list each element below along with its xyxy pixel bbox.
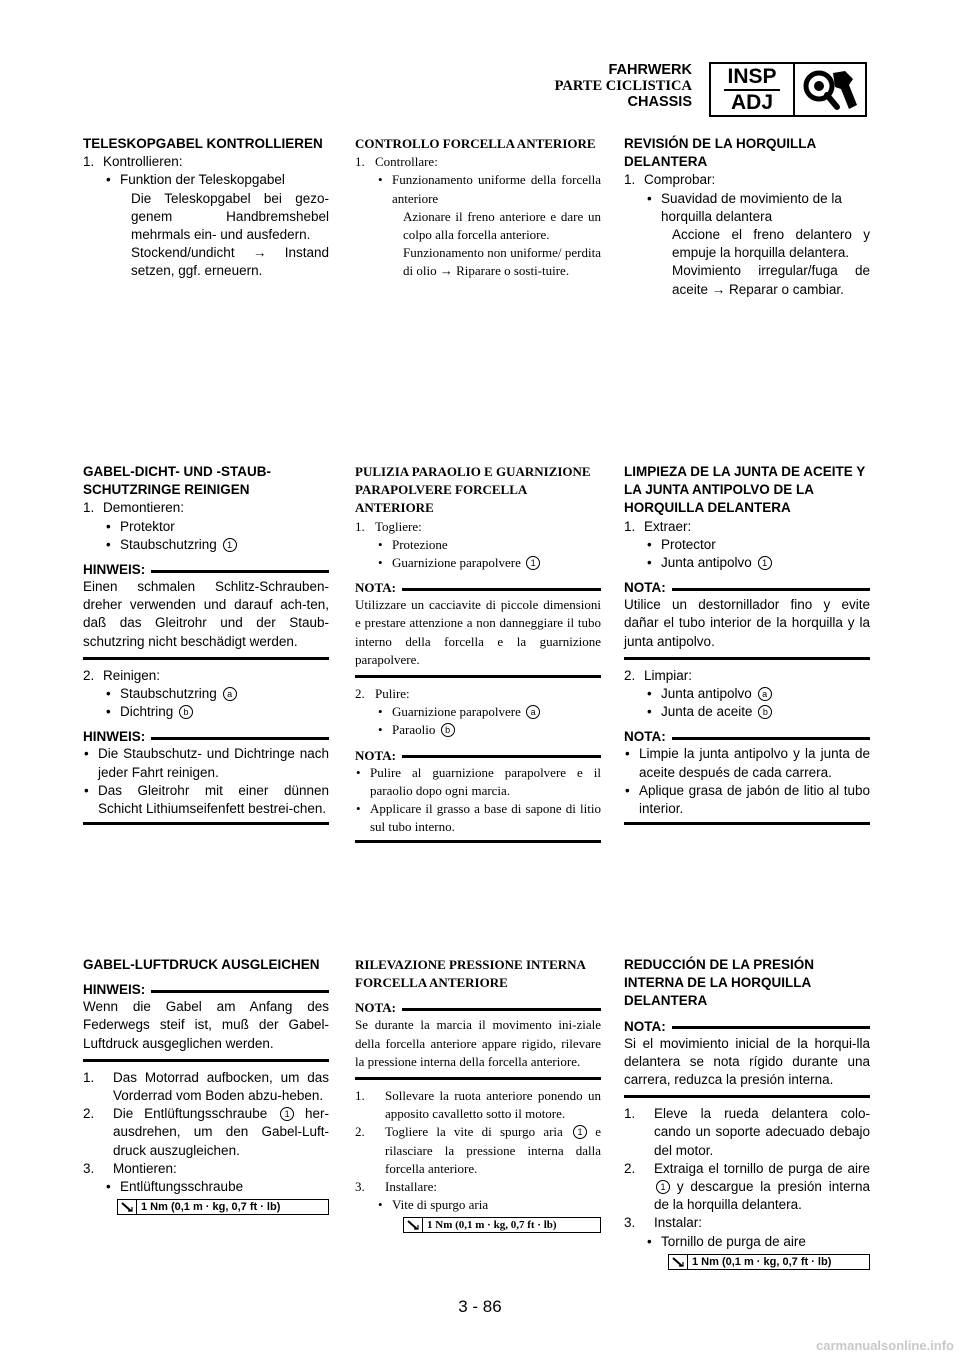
bullet: • Vite di spurgo aria <box>355 1196 601 1214</box>
s1-es-title: REVISIÓN DE LA HORQUILLA DELANTERA <box>624 136 816 170</box>
step-text: Montieren: <box>113 1160 177 1176</box>
step-number: 1. <box>355 154 365 170</box>
step-1 <box>83 499 329 517</box>
step-1 <box>355 153 601 171</box>
step-number: 1. <box>624 172 636 188</box>
bullet-text: Guarnizione parapolvere <box>392 555 521 571</box>
s3-es-title: REDUCCIÓN DE LA PRESIÓN INTERNA DE LA HORQUILLA DELANTERA <box>624 957 815 1009</box>
torque-wrench-icon <box>669 1255 688 1269</box>
step-number: 3. <box>83 1160 95 1176</box>
torque-wrench-icon <box>118 1200 137 1214</box>
instruction-text: Azionare il freno anteriore e dare un colpo alla forcella anteriore. <box>403 208 601 243</box>
s1-de <box>83 135 329 281</box>
step-number: 1. <box>624 518 636 534</box>
step-number: 2. <box>355 686 365 702</box>
note-label: HINWEIS: <box>83 562 146 578</box>
ref-marker: 1 <box>526 556 540 570</box>
note-rule <box>151 737 329 740</box>
s2-es <box>624 463 870 832</box>
note-label: NOTA: <box>355 1000 396 1016</box>
note-bullet: • Applicare il grasso a base di sapone di litio sul tubo interno. <box>355 800 601 836</box>
step-3 <box>624 1214 870 1232</box>
note-label: NOTA: <box>624 580 666 596</box>
section-label-en: CHASSIS <box>627 94 692 110</box>
bullet: • Protezione <box>355 536 601 554</box>
instruction-text: Accione el freno delantero y empuje la horquilla delantera. <box>672 227 870 261</box>
note-rule <box>672 737 870 740</box>
ref-marker: b <box>179 705 193 719</box>
note-header <box>83 982 329 998</box>
step-2 <box>355 1123 601 1178</box>
badge-text <box>711 64 795 115</box>
step-text <box>113 1105 329 1160</box>
note-rule <box>402 588 601 591</box>
step-number: 1. <box>83 1069 95 1085</box>
note-rule <box>151 990 329 993</box>
bullet-with-ref <box>83 703 329 721</box>
badge-top-text: INSP <box>727 64 777 88</box>
bullet-with-ref <box>355 703 601 721</box>
step-number: 1. <box>355 1088 365 1104</box>
instruction-text: Stockend/undicht → Instand setzen, ggf. erneuern. <box>131 245 329 279</box>
step-number: 2. <box>83 667 95 683</box>
bullet-text: Staubschutzring <box>120 536 217 552</box>
note-bullet: • Aplique grasa de jabón de litio al tubo interior. <box>624 782 870 818</box>
step-text-b: her-ausdrehen, um den Gabel-Luft-druck auszugleichen. <box>113 1106 329 1158</box>
bullet-text: Junta de aceite <box>661 704 753 720</box>
insp-adj-badge <box>709 62 867 117</box>
step-2 <box>355 685 601 703</box>
instruction-text: Die Teleskopgabel bei gezo-genem Handbremshebel mehrmals ein- und ausfedern. <box>131 190 329 243</box>
note-bullet: • Das Gleitrohr mit einer dünnen Schicht Lithiumseifenfett bestrei-chen. <box>83 782 329 818</box>
step-1 <box>83 153 329 171</box>
ref-marker: 1 <box>223 538 237 552</box>
note-header <box>355 580 601 596</box>
step-number: 1. <box>83 500 95 516</box>
step-text: Sollevare la ruota anteriore ponendo un apposito cavalletto sotto il motore. <box>385 1088 601 1122</box>
s2-es-title: LIMPIEZA DE LA JUNTA DE ACEITE Y LA JUNTA ANTIPOLVO DE LA HORQUILLA DELANTERA <box>624 464 866 516</box>
note-header <box>355 1000 601 1016</box>
step-text-a: Togliere la vite di spurgo aria <box>385 1124 563 1140</box>
s1-es <box>624 135 870 299</box>
s3-de-title: GABEL-LUFTDRUCK AUSGLEICHEN <box>83 957 320 972</box>
section-label-it: PARTE CICLISTICA <box>554 78 692 94</box>
ref-marker: 1 <box>573 1125 587 1139</box>
note-rule <box>672 1026 870 1029</box>
ref-marker: a <box>526 705 540 719</box>
bullet-text: Junta antipolvo <box>661 686 752 702</box>
torque-spec <box>668 1254 870 1270</box>
step-text: Kontrollieren: <box>103 154 183 170</box>
note-label: NOTA: <box>355 747 396 763</box>
s1-it <box>355 135 601 281</box>
bullet: • Protector <box>624 536 870 554</box>
ref-marker: b <box>758 705 772 719</box>
step-1 <box>355 1087 601 1123</box>
step-number: 2. <box>624 1160 636 1176</box>
step-1 <box>355 518 601 536</box>
step-text: Controllare: <box>375 154 438 170</box>
s3-de <box>83 956 329 1215</box>
step-text: Reinigen: <box>103 667 161 683</box>
step-number: 1. <box>83 154 95 170</box>
step-number: 2. <box>355 1124 365 1140</box>
section-labels <box>555 62 692 110</box>
bullet-with-ref <box>624 554 870 572</box>
bullet: • Protektor <box>83 518 329 536</box>
bullet: • Entlüftungsschraube <box>83 1178 329 1196</box>
note-label: HINWEIS: <box>83 982 146 998</box>
note-header <box>83 729 329 745</box>
torque-spec <box>403 1217 601 1233</box>
step-1 <box>624 1105 870 1160</box>
step-number: 1. <box>355 518 365 534</box>
step-1 <box>624 518 870 536</box>
note-label: NOTA: <box>624 729 666 745</box>
note-header <box>624 580 870 596</box>
note-rule <box>402 755 601 758</box>
s2-it-title: PULIZIA PARAOLIO E GUARNIZIONE PARAPOLVERE FORCELLA ANTERIORE <box>355 464 591 516</box>
note-list <box>355 764 601 844</box>
torque-value: 1 Nm (0,1 m · kg, 0,7 ft · lb) <box>427 1219 557 1232</box>
step-1 <box>83 1069 329 1105</box>
bullet-with-ref <box>624 685 870 703</box>
note-text: Si el movimiento inicial de la horqui-lla delantera se nota rígido durante una carrera, reduzca la presión interna. <box>624 1035 870 1099</box>
ref-marker: 1 <box>656 1180 670 1194</box>
step-text-a: Die Entlüftungsschraube <box>113 1106 268 1122</box>
bullet-text: Junta antipolvo <box>661 555 752 571</box>
section-label-de: FAHRWERK <box>608 62 692 78</box>
note-label: HINWEIS: <box>83 729 146 745</box>
note-bullet: • Die Staubschutz- und Dichtringe nach jeder Fahrt reinigen. <box>83 745 329 781</box>
step-number: 3. <box>624 1215 636 1231</box>
s3-es <box>624 956 870 1270</box>
step-2 <box>83 667 329 685</box>
note-header <box>624 729 870 745</box>
step-text-b: y descargue la presión interna de la horquilla delantera. <box>654 1179 870 1213</box>
s2-de-title: GABEL-DICHT- UND -STAUB-SCHUTZRINGE REINIGEN <box>83 464 271 498</box>
ref-marker: 1 <box>280 1107 294 1121</box>
step-text: Das Motorrad aufbocken, um das Vorderrad vom Boden abzu-heben. <box>113 1069 329 1104</box>
step-text: Limpiar: <box>644 667 693 683</box>
step-text-a: Extraiga el tornillo de purga de aire <box>654 1160 870 1176</box>
note-text: Se durante la marcia il movimento ini-ziale della forcella anteriore appare rigido, rilevare la pressione interna della forcella anteriore. <box>355 1016 601 1080</box>
bullet-text: Guarnizione parapolvere <box>392 704 521 720</box>
note-text: Utilice un destornillador fino y evite dañar el tubo interior de la horquilla y la junta antipolvo. <box>624 596 870 660</box>
instruction-text: Funzionamento non uniforme/ perdita di olio → Riparare o sosti-tuire. <box>403 245 601 279</box>
bullet: • Suavidad de movimiento de la horquilla delantera <box>624 190 870 226</box>
bullet-with-ref <box>83 685 329 703</box>
note-label: NOTA: <box>624 1018 666 1034</box>
note-text: Utilizzare un cacciavite di piccole dimensioni e prestare attenzione a non danneggiare il tubo interno della forcella e la guarnizione parapolvere. <box>355 596 601 678</box>
ref-marker: a <box>758 687 772 701</box>
step-1 <box>624 171 870 189</box>
step-2 <box>624 667 870 685</box>
note-bullet: • Pulire al guarnizione parapolvere e il paraolio dopo ogni marcia. <box>355 764 601 800</box>
note-rule <box>672 588 870 591</box>
bullet: • Funzionamento uniforme della forcella anteriore <box>355 171 601 207</box>
s1-de-title: TELESKOPGABEL KONTROLLIEREN <box>83 136 323 151</box>
torque-spec <box>117 1199 329 1215</box>
step-2 <box>83 1105 329 1160</box>
s3-it <box>355 956 601 1233</box>
step-text <box>385 1123 601 1178</box>
note-text: Einen schmalen Schlitz-Schrauben-dreher verwenden und darauf ach-ten, daß das Gleitrohr und der Staub-schutzring nicht beschädigt werden. <box>83 578 329 660</box>
bullet-with-ref <box>83 536 329 554</box>
ref-marker: b <box>441 723 455 737</box>
step-3 <box>83 1160 329 1178</box>
step-text-b: e rilasciare la pressione interna dalla forcella anteriore. <box>385 1124 602 1176</box>
wrench-inspect-icon <box>795 64 865 115</box>
bullet: • Tornillo de purga de aire <box>624 1233 870 1251</box>
torque-wrench-icon <box>404 1218 423 1232</box>
bullet-text: Staubschutzring <box>120 686 217 702</box>
s2-it <box>355 463 601 850</box>
note-header <box>83 562 329 578</box>
note-text: Wenn die Gabel am Anfang des Federwegs steif ist, muß der Gabel-Luftdruck ausgeglichen werden. <box>83 998 329 1062</box>
s3-it-title: RILEVAZIONE PRESSIONE INTERNA FORCELLA ANTERIORE <box>355 957 586 991</box>
step-3 <box>355 1178 601 1196</box>
bullet-with-ref <box>355 721 601 739</box>
bullet: • Funktion der Teleskopgabel <box>83 171 329 189</box>
watermark-text: carmanualsonline.info <box>816 1338 954 1353</box>
step-text: Instalar: <box>654 1215 703 1231</box>
step-text: Eleve la rueda delantera colo-cando un soporte adecuado debajo del motor. <box>654 1106 870 1158</box>
s2-de <box>83 463 329 832</box>
step-number: 2. <box>624 667 636 683</box>
badge-bottom-text: ADJ <box>730 90 773 114</box>
bullet-with-ref <box>624 703 870 721</box>
step-text <box>654 1160 870 1215</box>
note-rule <box>151 570 329 573</box>
bullet-with-ref <box>355 554 601 572</box>
step-number: 2. <box>83 1106 95 1122</box>
note-label: NOTA: <box>355 580 396 596</box>
torque-value: 1 Nm (0,1 m · kg, 0,7 ft · lb) <box>692 1255 832 1268</box>
step-text: Pulire: <box>375 686 410 702</box>
note-list <box>624 745 870 825</box>
ref-marker: 1 <box>758 556 772 570</box>
step-text: Demontieren: <box>103 500 185 516</box>
step-text: Togliere: <box>375 518 422 534</box>
instruction-text: Movimiento irregular/fuga de aceite → Reparar o cambiar. <box>672 263 870 297</box>
step-number: 1. <box>624 1106 636 1122</box>
step-number: 3. <box>355 1179 365 1195</box>
step-text: Comprobar: <box>644 172 716 188</box>
page-number: 3 - 86 <box>458 1297 502 1316</box>
note-list <box>83 745 329 825</box>
note-bullet: • Limpie la junta antipolvo y la junta de aceite después de cada carrera. <box>624 745 870 781</box>
bullet-text: Paraolio <box>392 722 436 738</box>
step-2 <box>624 1160 870 1215</box>
ref-marker: a <box>223 687 237 701</box>
note-header <box>355 748 601 764</box>
bullet-text: Dichtring <box>120 704 174 720</box>
note-rule <box>402 1008 601 1011</box>
step-text: Extraer: <box>644 518 692 534</box>
note-header <box>624 1019 870 1035</box>
step-text: Installare: <box>385 1179 437 1195</box>
torque-value: 1 Nm (0,1 m · kg, 0,7 ft · lb) <box>141 1201 281 1214</box>
s1-it-title: CONTROLLO FORCELLA ANTERIORE <box>355 136 596 151</box>
